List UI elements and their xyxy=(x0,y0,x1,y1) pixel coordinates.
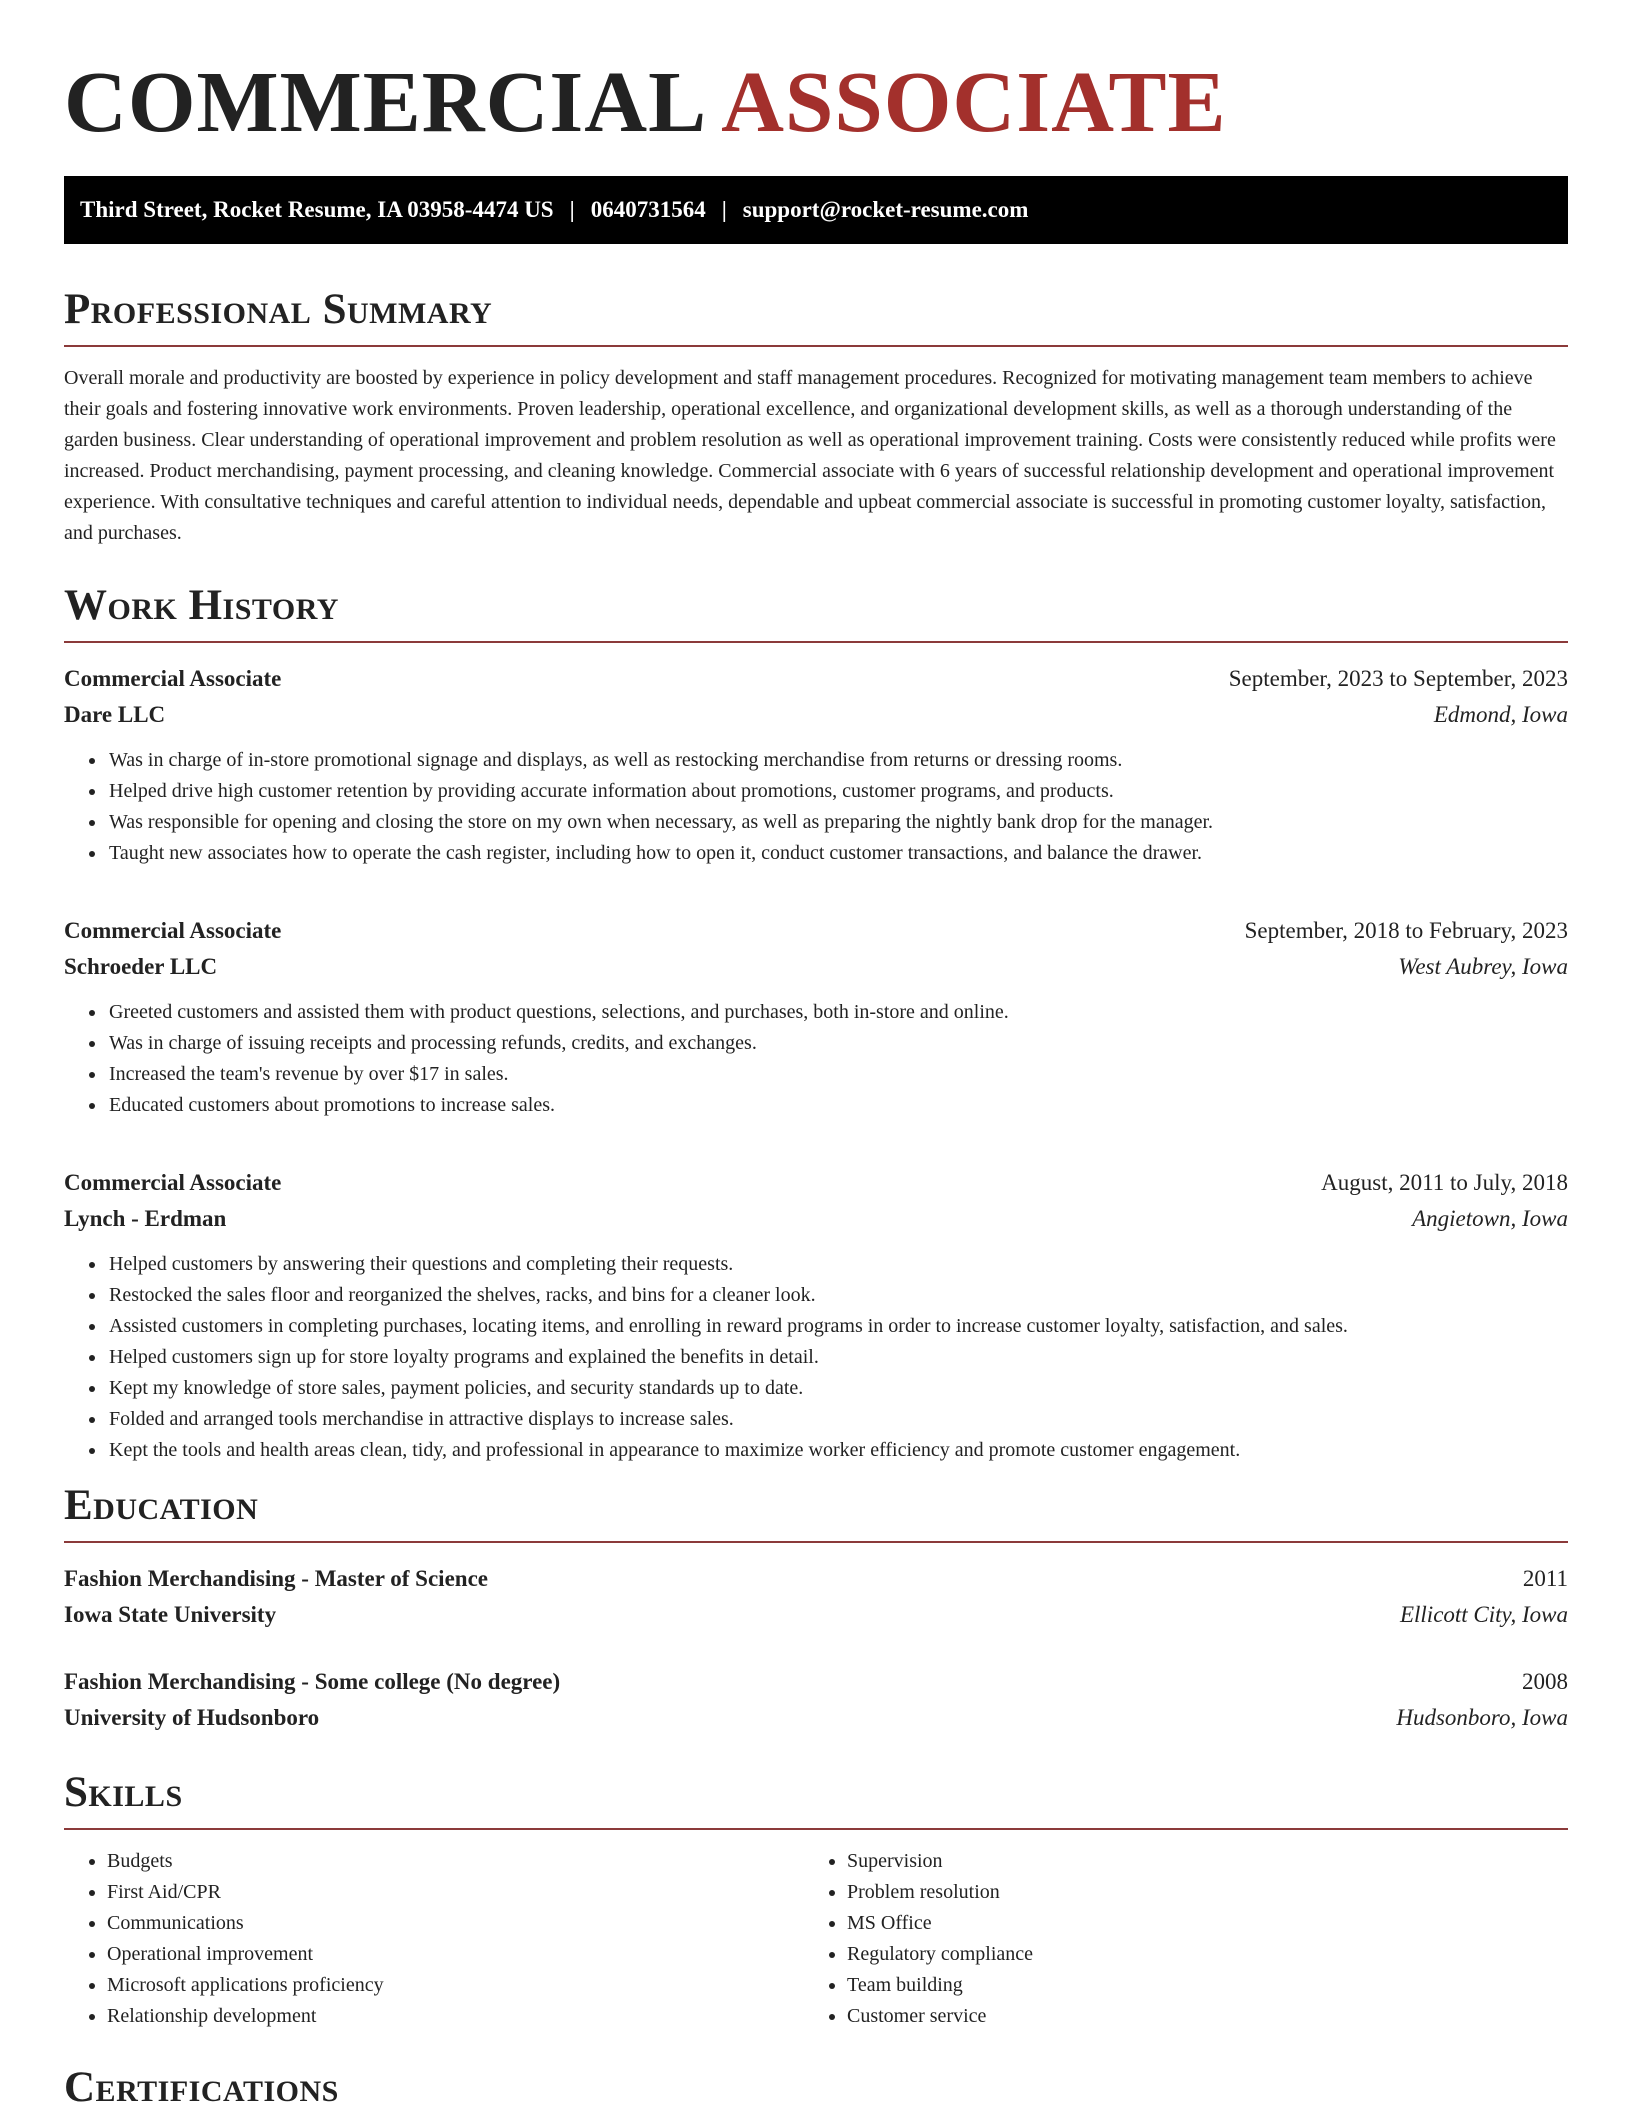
job-company: Dare LLC xyxy=(64,702,166,728)
school-name: Iowa State University xyxy=(64,1602,277,1628)
skill-item: • Customer service xyxy=(847,2001,1544,2032)
skill-item: • Supervision xyxy=(847,1846,1544,1877)
job-location: West Aubrey, Iowa xyxy=(1398,954,1568,980)
skills-list-right xyxy=(804,1846,1544,2032)
job-location: Angietown, Iowa xyxy=(1412,1206,1568,1232)
section-title-education: Education xyxy=(64,1482,259,1529)
job-duty: • Increased the team's revenue by over $17 in sales. xyxy=(107,1059,1568,1090)
graduation-year: 2011 xyxy=(1522,1566,1568,1592)
graduation-year: 2008 xyxy=(1522,1669,1568,1695)
job-duty: • Was responsible for opening and closing the store on my own when necessary, as well as preparing the nightly bank drop for the manager. xyxy=(107,807,1568,838)
school-name: University of Hudsonboro xyxy=(64,1705,320,1731)
job-entry xyxy=(64,1165,1568,1466)
job-duty: • Taught new associates how to operate the cash register, including how to open it, conduct customer transactions, and balance the drawer. xyxy=(107,838,1568,869)
job-dates: September, 2018 to February, 2023 xyxy=(1244,918,1568,944)
job-duty: • Helped customers sign up for store loyalty programs and explained the benefits in detail. xyxy=(107,1342,1568,1373)
skill-item: • Team building xyxy=(847,1970,1544,2001)
section-title-summary: Professional Summary xyxy=(64,286,493,333)
job-duty: • Folded and arranged tools merchandise in attractive displays to increase sales. xyxy=(107,1404,1568,1435)
contact-separator: | xyxy=(721,197,727,222)
skill-item: • MS Office xyxy=(847,1908,1544,1939)
school-location: Hudsonboro, Iowa xyxy=(1396,1705,1568,1731)
section-divider xyxy=(64,641,1568,643)
job-duty: • Helped drive high customer retention by providing accurate information about promotions, customer programs, and products. xyxy=(107,776,1568,807)
section-divider xyxy=(64,1541,1568,1543)
job-entry xyxy=(64,661,1568,869)
education-entry xyxy=(64,1664,1568,1736)
job-duty: • Was in charge of in-store promotional signage and displays, as well as restocking merchandise from returns or dressing rooms. xyxy=(107,745,1568,776)
resume-name xyxy=(64,50,1227,154)
job-duty: • Restocked the sales floor and reorganized the shelves, racks, and bins for a cleaner look. xyxy=(107,1280,1568,1311)
job-duty: • Kept the tools and health areas clean, tidy, and professional in appearance to maximize worker efficiency and promote customer engagement. xyxy=(107,1435,1568,1466)
section-title-certifications: Certifications xyxy=(64,2064,339,2111)
work-history-section xyxy=(64,582,1568,1466)
section-title-skills: Skills xyxy=(64,1769,183,1816)
name-last: ASSOCIATE xyxy=(721,53,1227,150)
contact-separator: | xyxy=(569,197,575,222)
section-title-work-history: Work History xyxy=(64,582,339,629)
job-duty: • Kept my knowledge of store sales, payment policies, and security standards up to date. xyxy=(107,1373,1568,1404)
degree: Fashion Merchandising - Some college (No degree) xyxy=(64,1669,561,1695)
job-duty: • Greeted customers and assisted them with product questions, selections, and purchases, both in-store and online. xyxy=(107,997,1568,1028)
job-duties xyxy=(64,997,1568,1121)
contact-bar xyxy=(64,176,1568,244)
job-company: Lynch - Erdman xyxy=(64,1206,227,1232)
contact-email: support@rocket-resume.com xyxy=(742,197,1029,222)
education-section xyxy=(64,1482,1568,1736)
skill-item: • Communications xyxy=(107,1908,804,1939)
skills-section xyxy=(64,1769,1568,2032)
skills-list-left xyxy=(64,1846,804,2032)
skill-item: • Problem resolution xyxy=(847,1877,1544,1908)
job-dates: August, 2011 to July, 2018 xyxy=(1321,1170,1568,1196)
job-company: Schroeder LLC xyxy=(64,954,218,980)
job-dates: September, 2023 to September, 2023 xyxy=(1228,666,1568,692)
summary-text: Overall morale and productivity are boosted by experience in policy development and staff management procedures. Recognized for motivating management team members to achieve their goals and fostering innovative work environments. Proven leadership, operational excellence, and organizational development skills, as well as a thorough understanding of the garden business. Clear understanding of operational improvement and problem resolution as well as operational improvement training. Costs were consistently reduced while profits were increased. Product merchandising, payment processing, and cleaning knowledge. Commercial associate with 6 years of successful relationship development and operational improvement experience. With consultative techniques and careful attention to individual needs, dependable and upbeat commercial associate is successful in promoting customer loyalty, satisfaction, and purchases. xyxy=(64,367,1556,545)
job-duty: • Was in charge of issuing receipts and processing refunds, credits, and exchanges. xyxy=(107,1028,1568,1059)
job-title: Commercial Associate xyxy=(64,1170,282,1196)
job-duty: • Educated customers about promotions to increase sales. xyxy=(107,1090,1568,1121)
job-duties xyxy=(64,745,1568,869)
job-duty: • Assisted customers in completing purchases, locating items, and enrolling in reward programs in order to increase customer loyalty, satisfaction, and sales. xyxy=(107,1311,1568,1342)
contact-phone: 0640731564 xyxy=(590,197,706,222)
skill-item: • Microsoft applications proficiency xyxy=(107,1970,804,2001)
job-title: Commercial Associate xyxy=(64,666,282,692)
name-first: COMMERCIAL xyxy=(64,53,708,150)
education-entry xyxy=(64,1561,1568,1633)
degree: Fashion Merchandising - Master of Science xyxy=(64,1566,488,1592)
contact-address: Third Street, Rocket Resume, IA 03958-4474 US xyxy=(80,197,554,222)
section-divider xyxy=(64,1828,1568,1830)
school-location: Ellicott City, Iowa xyxy=(1399,1602,1568,1628)
job-duty: • Helped customers by answering their questions and completing their requests. xyxy=(107,1249,1568,1280)
job-location: Edmond, Iowa xyxy=(1433,702,1568,728)
section-divider xyxy=(64,345,1568,347)
skill-item: • Budgets xyxy=(107,1846,804,1877)
summary-section xyxy=(64,286,1568,549)
skills-columns xyxy=(64,1846,1568,2032)
job-entry xyxy=(64,913,1568,1121)
skill-item: • Relationship development xyxy=(107,2001,804,2032)
certifications-section xyxy=(64,2064,1568,2111)
skill-item: • First Aid/CPR xyxy=(107,1877,804,1908)
skill-item: • Operational improvement xyxy=(107,1939,804,1970)
skill-item: • Regulatory compliance xyxy=(847,1939,1544,1970)
job-title: Commercial Associate xyxy=(64,918,282,944)
job-duties xyxy=(64,1249,1568,1466)
